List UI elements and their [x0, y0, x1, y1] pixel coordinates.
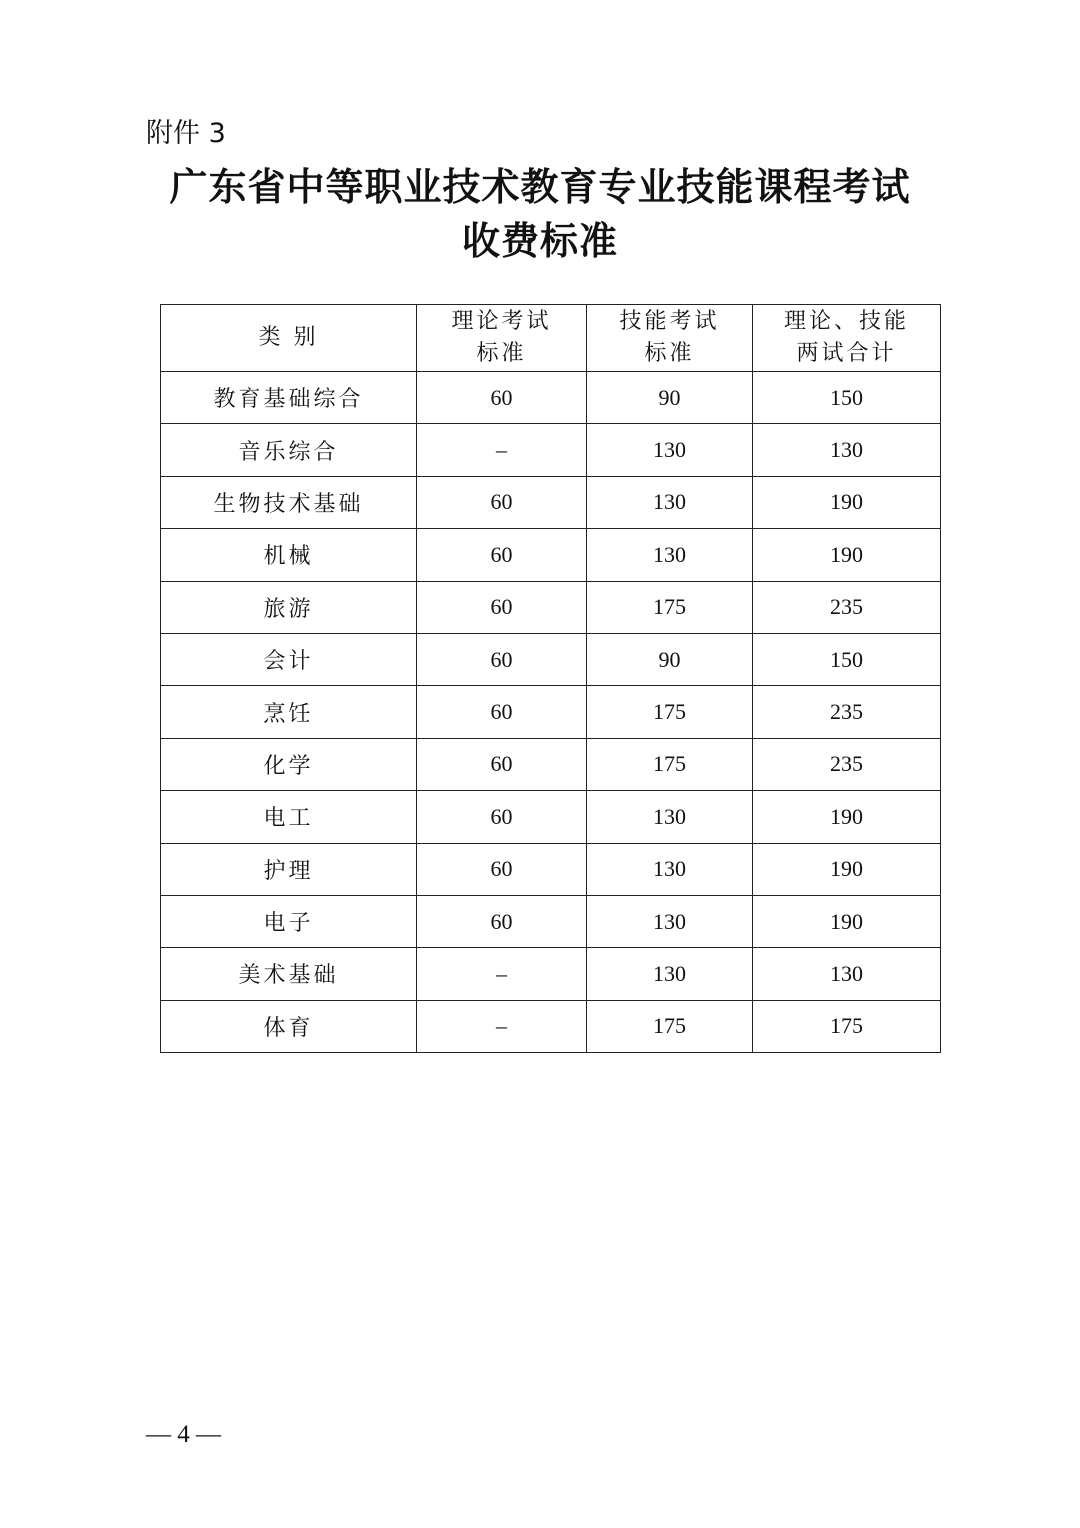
- skill-fee-cell: 90: [587, 633, 753, 685]
- theory-fee-cell: 60: [417, 686, 587, 738]
- header-skill-line-2: 标准: [644, 341, 695, 366]
- total-fee-cell: 150: [753, 372, 941, 424]
- total-fee-cell: 130: [753, 424, 941, 476]
- total-fee-cell: 235: [753, 686, 941, 738]
- skill-fee-cell: 175: [587, 1000, 753, 1052]
- header-total-line-2: 两试合计: [796, 341, 897, 366]
- total-fee-cell: 150: [753, 633, 941, 685]
- theory-fee-cell: 60: [417, 738, 587, 790]
- category-cell: 体育: [161, 1000, 417, 1052]
- table-row: [161, 633, 941, 685]
- fee-standard-table: [160, 304, 941, 1053]
- skill-fee-cell: 130: [587, 476, 753, 528]
- theory-fee-cell: 60: [417, 476, 587, 528]
- header-category: 类 别: [161, 305, 417, 372]
- document-title-line-1: 广东省中等职业技术教育专业技能课程考试: [169, 165, 911, 209]
- category-cell: 生物技术基础: [161, 476, 417, 528]
- skill-fee-cell: 130: [587, 895, 753, 947]
- category-cell: 化学: [161, 738, 417, 790]
- skill-fee-cell: 130: [587, 791, 753, 843]
- header-theory-line-2: 标准: [476, 341, 527, 366]
- table-row: [161, 791, 941, 843]
- header-skill-fee: [587, 305, 753, 372]
- theory-fee-cell: 60: [417, 581, 587, 633]
- table-row: [161, 686, 941, 738]
- table-row: [161, 738, 941, 790]
- page-number: — 4 —: [146, 1421, 221, 1448]
- table-row: [161, 1000, 941, 1052]
- table-row: [161, 476, 941, 528]
- total-fee-cell: 235: [753, 738, 941, 790]
- header-theory-fee: [417, 305, 587, 372]
- theory-fee-cell: 60: [417, 633, 587, 685]
- category-cell: 电子: [161, 895, 417, 947]
- total-fee-cell: 235: [753, 581, 941, 633]
- theory-fee-cell: 60: [417, 372, 587, 424]
- theory-fee-cell: –: [417, 948, 587, 1000]
- total-fee-cell: 190: [753, 791, 941, 843]
- category-cell: 机械: [161, 529, 417, 581]
- skill-fee-cell: 175: [587, 738, 753, 790]
- total-fee-cell: 130: [753, 948, 941, 1000]
- theory-fee-cell: 60: [417, 529, 587, 581]
- document-title-line-2: 收费标准: [461, 219, 618, 263]
- table-row: [161, 581, 941, 633]
- category-cell: 会计: [161, 633, 417, 685]
- header-total-line-1: 理论、技能: [783, 309, 909, 334]
- category-cell: 电工: [161, 791, 417, 843]
- table-row: [161, 843, 941, 895]
- theory-fee-cell: 60: [417, 895, 587, 947]
- skill-fee-cell: 130: [587, 843, 753, 895]
- category-cell: 教育基础综合: [161, 372, 417, 424]
- table-row: [161, 948, 941, 1000]
- category-cell: 美术基础: [161, 948, 417, 1000]
- total-fee-cell: 190: [753, 843, 941, 895]
- theory-fee-cell: 60: [417, 843, 587, 895]
- theory-fee-cell: –: [417, 1000, 587, 1052]
- skill-fee-cell: 130: [587, 424, 753, 476]
- skill-fee-cell: 130: [587, 529, 753, 581]
- theory-fee-cell: –: [417, 424, 587, 476]
- category-cell: 护理: [161, 843, 417, 895]
- attachment-label: 附件 3: [146, 118, 226, 149]
- skill-fee-cell: 175: [587, 581, 753, 633]
- table-header-row: [161, 305, 941, 372]
- total-fee-cell: 190: [753, 895, 941, 947]
- skill-fee-cell: 90: [587, 372, 753, 424]
- category-cell: 音乐综合: [161, 424, 417, 476]
- header-theory-line-1: 理论考试: [451, 309, 552, 334]
- table-row: [161, 372, 941, 424]
- header-skill-line-1: 技能考试: [619, 309, 720, 334]
- header-total-fee: [753, 305, 941, 372]
- table-row: [161, 529, 941, 581]
- total-fee-cell: 190: [753, 529, 941, 581]
- total-fee-cell: 175: [753, 1000, 941, 1052]
- skill-fee-cell: 175: [587, 686, 753, 738]
- category-cell: 旅游: [161, 581, 417, 633]
- total-fee-cell: 190: [753, 476, 941, 528]
- table-row: [161, 895, 941, 947]
- table-row: [161, 424, 941, 476]
- skill-fee-cell: 130: [587, 948, 753, 1000]
- category-cell: 烹饪: [161, 686, 417, 738]
- theory-fee-cell: 60: [417, 791, 587, 843]
